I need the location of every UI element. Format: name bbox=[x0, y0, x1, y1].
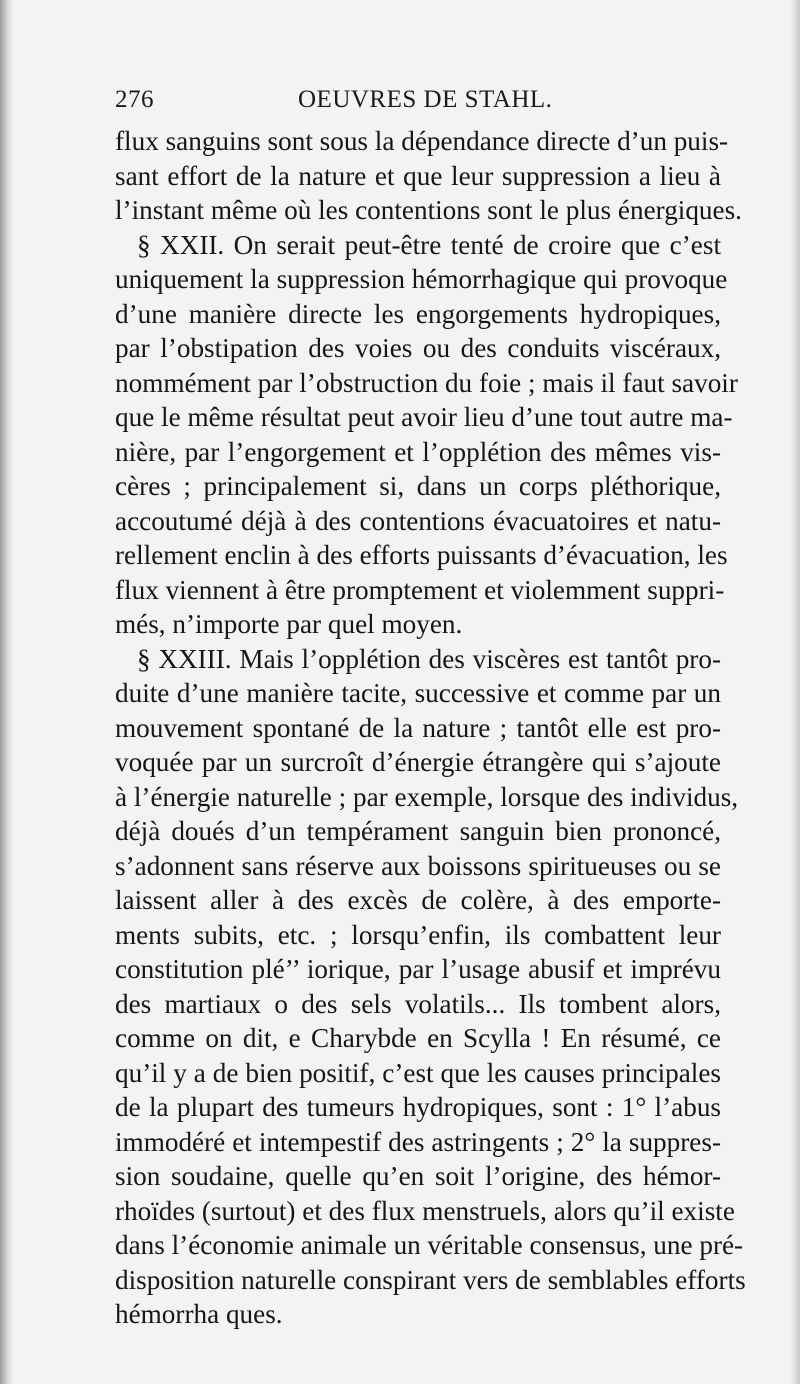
text-line: flux sanguins sont sous la dépendance directe d’un puis- bbox=[115, 126, 729, 156]
text-line: par l’obstipation des voies ou des conduits viscéraux, bbox=[115, 333, 721, 363]
text-line: laissent aller à des excès de colère, à des emporte- bbox=[115, 885, 721, 915]
text-line: hémorrha ques. bbox=[115, 1299, 283, 1329]
text-line: rhoïdes (surtout) et des flux menstruels, alors qu’il existe bbox=[115, 1195, 735, 1226]
text-line: à l’énergie naturelle ; par exemple, lorsque des individus, bbox=[115, 781, 739, 812]
text-line: disposition naturelle conspirant vers de semblables efforts bbox=[115, 1264, 746, 1295]
page-body-text bbox=[115, 124, 746, 1332]
text-line: nière, par l’engorgement et l’opplétion des mêmes vis- bbox=[115, 436, 721, 467]
text-line: immodéré et intempestif des astringents ; 2° la suppres- bbox=[115, 1126, 721, 1157]
text-line: qu’il y a de bien positif, c’est que les causes principales bbox=[115, 1057, 721, 1088]
text-line: flux viennent à être promptement et violemment suppri- bbox=[115, 574, 725, 605]
text-line: que le même résultat peut avoir lieu d’une tout autre ma- bbox=[115, 402, 733, 432]
text-line: comme on dit, e Charybde en Scylla ! En résumé, ce bbox=[115, 1023, 721, 1053]
running-title: OEUVRES DE STAHL. bbox=[298, 86, 553, 113]
text-line: de la plupart des tumeurs hydropiques, sont : 1° l’abus bbox=[115, 1092, 721, 1122]
text-line: dans l’économie animale un véritable consensus, une pré- bbox=[115, 1230, 744, 1260]
text-line: accoutumé déjà à des contentions évacuatoires et natu- bbox=[115, 505, 721, 536]
text-line: constitution plé’’ iorique, par l’usage abusif et imprévu bbox=[115, 954, 721, 984]
text-line: ments subits, etc. ; lorsqu’enfin, ils combattent leur bbox=[115, 919, 721, 950]
text-line: des martiaux o des sels volatils... Ils tombent alors, bbox=[115, 988, 721, 1019]
text-line: sion soudaine, quelle qu’en soit l’origine, des hémor- bbox=[115, 1161, 721, 1191]
page-gutter-shadow bbox=[0, 0, 14, 1384]
text-line: rellement enclin à des efforts puissants d’évacuation, les bbox=[115, 540, 728, 570]
text-line: duite d’une manière tacite, successive et comme par un bbox=[115, 678, 721, 708]
text-line: s’adonnent sans réserve aux boissons spiritueuses ou se bbox=[115, 850, 721, 881]
text-line: l’instant même où les contentions sont le plus énergiques. bbox=[115, 195, 742, 225]
text-line: sant effort de la nature et que leur suppression a lieu à bbox=[115, 160, 721, 191]
text-line: nommément par l’obstruction du foie ; mais il faut savoir bbox=[115, 367, 738, 398]
text-line: voquée par un surcroît d’énergie étrangère qui s’ajoute bbox=[115, 747, 721, 777]
running-header bbox=[115, 86, 721, 122]
text-line: més, n’importe par quel moyen. bbox=[115, 609, 463, 639]
text-line: cères ; principalement si, dans un corps pléthorique, bbox=[115, 471, 721, 501]
section-heading-line: § XXII. On serait peut-être tenté de croire que c’est bbox=[137, 229, 721, 260]
text-line: mouvement spontané de la nature ; tantôt elle est pro- bbox=[115, 712, 721, 743]
text-line: d’une manière directe les engorgements hydropiques, bbox=[115, 298, 721, 329]
section-heading-line: § XXIII. Mais l’opplétion des viscères est tantôt pro- bbox=[137, 643, 721, 674]
text-line: déjà doués d’un tempérament sanguin bien prononcé, bbox=[115, 816, 721, 846]
page-number: 276 bbox=[115, 86, 154, 113]
page-edge-shadow bbox=[790, 0, 800, 1384]
text-line: uniquement la suppression hémorrhagique qui provoque bbox=[115, 264, 728, 294]
